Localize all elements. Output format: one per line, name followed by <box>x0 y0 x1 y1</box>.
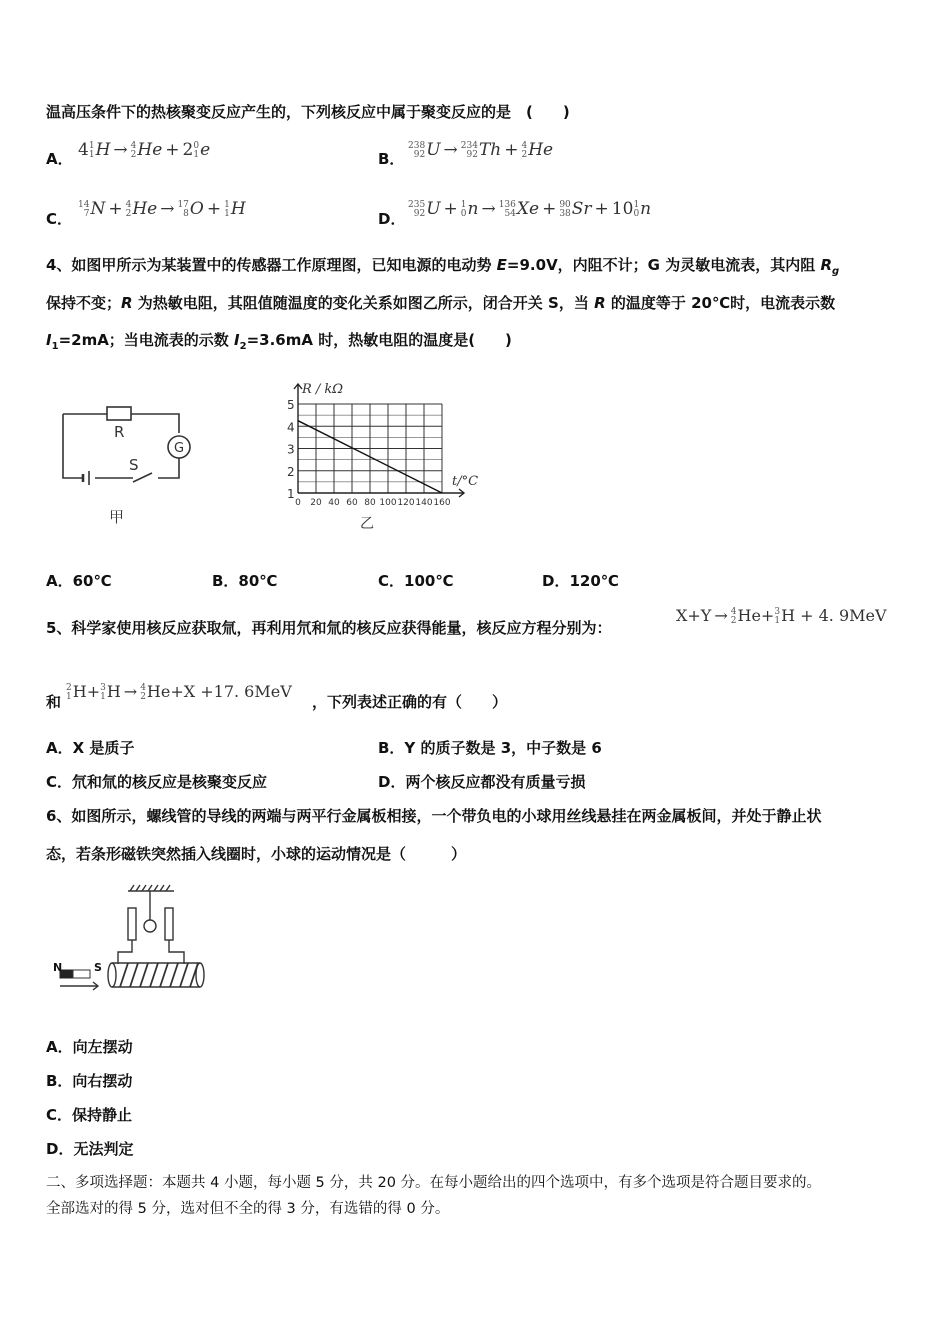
q3-option-d-equation: 235 92 U + 1 0 n → 136 54 Xe + 90 38 Sr + 10 1 0 n <box>408 199 652 219</box>
x-tick-label: 60 <box>346 498 358 508</box>
y-tick-label: 4 <box>287 420 295 435</box>
x-tick-label: 20 <box>310 498 322 508</box>
q3-option-b-label: B． <box>378 150 405 168</box>
q6-line-1: 6、如图所示，螺线管的导线的两端与两平行金属板相接，一个带负电的小球用丝线悬挂在两金属板间，并处于静止状 <box>46 807 822 825</box>
x-tick-label: 80 <box>364 498 376 508</box>
q5-equation-1: X+Y → 4 2 He+ 3 1 H + 4. 9MeV <box>676 606 887 626</box>
q6-line-2: 态，若条形磁铁突然插入线圈时，小球的运动情况是（ ） <box>46 845 467 863</box>
q6-option-b: B．向右摆动 <box>46 1072 133 1090</box>
q6-option-d: D．无法判定 <box>46 1140 134 1158</box>
q3-option-c-label: C． <box>46 210 73 228</box>
q5-equation-2: 2 1 H+ 3 1 H → 4 2 He+X +17. 6MeV <box>66 682 292 702</box>
x-tick-label: 160 <box>433 498 451 508</box>
left-plate <box>128 908 136 940</box>
resistor-r <box>107 407 131 420</box>
label-g: G <box>174 441 185 456</box>
q4-line-1: 4、如图甲所示为某装置中的传感器工作原理图，已知电源的电动势 E=9.0V，内阻不计；G 为灵敏电流表，其内阻 $R_g$ <box>46 256 840 277</box>
q5-option-a: A．X 是质子 <box>46 739 135 757</box>
q5-stem: 5、科学家使用核反应获取氚，再利用氘和氚的核反应获得能量，核反应方程分别为： <box>46 619 612 637</box>
chart-grid <box>298 404 442 493</box>
q4-option-a: A．60℃ <box>46 572 112 590</box>
x-tick-label: 0 <box>295 498 301 508</box>
label-s-pole: S <box>94 961 102 974</box>
q4-option-d: D．120℃ <box>542 572 619 590</box>
caption-yi: 乙 <box>360 516 374 532</box>
x-tick-label: 100 <box>379 498 397 508</box>
q3-option-a-equation: 4 1 1 H → 4 2 He + 2 0 1 e <box>78 140 211 160</box>
x-tick-label: 140 <box>415 498 433 508</box>
q5-option-c: C．氘和氚的核反应是核聚变反应 <box>46 773 268 791</box>
q4-option-c: C．100℃ <box>378 572 454 590</box>
q5-option-b: B．Y 的质子数是 3，中子数是 6 <box>378 739 602 757</box>
y-tick-label: 5 <box>287 398 295 412</box>
q3-stem: 温高压条件下的热核聚变反应产生的，下列核反应中属于聚变反应的是 ( ) <box>46 103 570 121</box>
x-tick-label: 120 <box>397 498 415 508</box>
switch-s <box>133 473 152 482</box>
label-n: N <box>53 961 63 974</box>
solenoid-diagram <box>50 880 220 995</box>
label-s: S <box>129 456 139 474</box>
section2-line-2: 全部选对的得 5 分，选对但不全的得 3 分，有选错的得 0 分。 <box>46 1201 450 1217</box>
chart-xlabel: t/°C <box>452 474 479 489</box>
magnet-s-pole <box>73 970 90 978</box>
chart-yi <box>280 378 490 538</box>
q3-option-c-equation: 14 7 N + 4 2 He → 17 8 O + 1 1 H <box>78 199 246 219</box>
q3-option-b-equation: 238 92 U → 234 92 Th + 4 2 He <box>408 140 554 160</box>
q5-option-d: D．两个核反应都没有质量亏损 <box>378 773 586 791</box>
q4-option-b: B．80℃ <box>212 572 278 590</box>
q4-line-2: 保持不变；R 为热敏电阻，其阻值随温度的变化关系如图乙所示，闭合开关 S，当 R 的温度等于 20℃时，电流表示数 <box>46 294 836 312</box>
circuit-diagram-jia <box>55 395 205 530</box>
y-tick-label: 1 <box>287 487 295 501</box>
q6-option-c: C．保持静止 <box>46 1106 133 1124</box>
q6-option-a: A．向左摆动 <box>46 1038 133 1056</box>
q5-after: ，下列表述正确的有（ ） <box>312 693 508 711</box>
q5-and: 和 <box>46 693 62 711</box>
q4-line-3: $I_1=2mA$；当电流表的示数 $I_2=3.6mA$ 时，热敏电阻的温度是( ) <box>46 331 512 352</box>
chart-ylabel: R / kΩ <box>302 382 344 397</box>
q3-option-d-label: D． <box>378 210 406 228</box>
q3-option-a-label: A． <box>46 150 73 168</box>
caption-jia: 甲 <box>109 508 125 526</box>
x-tick-label: 40 <box>328 498 340 508</box>
right-plate <box>165 908 173 940</box>
label-r: R <box>114 423 125 441</box>
charged-ball <box>144 920 156 932</box>
y-tick-label: 2 <box>287 464 295 479</box>
section2-line-1: 二、多项选择题：本题共 4 小题，每小题 5 分，共 20 分。在每小题给出的四个选项中，有多个选项是符合题目要求的。 <box>46 1175 822 1191</box>
y-tick-label: 3 <box>287 442 295 457</box>
chart-axes <box>294 384 464 497</box>
